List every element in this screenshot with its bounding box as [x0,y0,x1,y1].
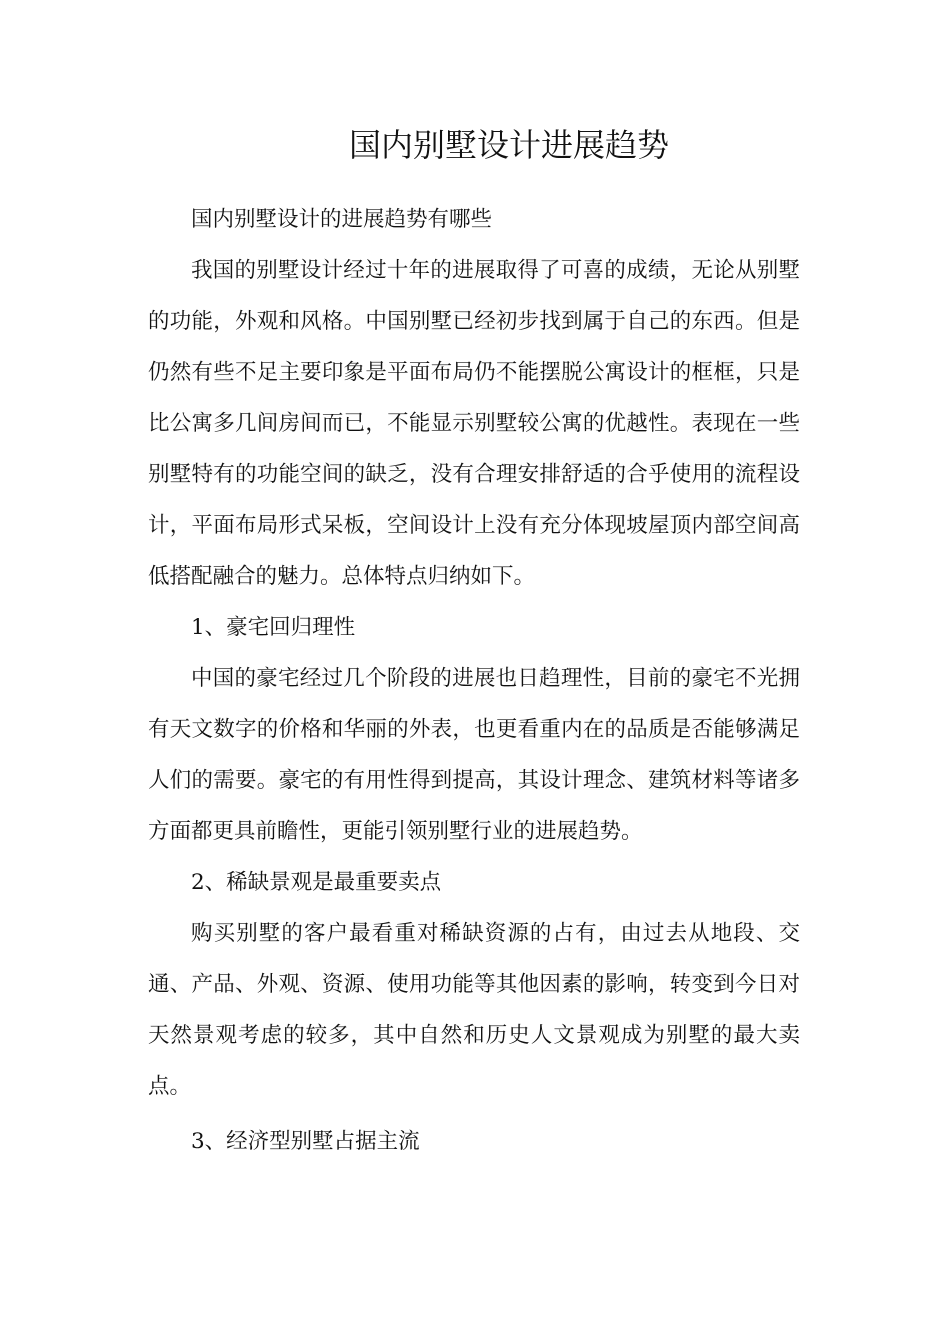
section-heading-1: 1、豪宅回归理性 [191,615,356,640]
section-paragraph-2: 购买别墅的客户最看重对稀缺资源的占有，由过去从地段、交通、产品、外观、资源、使用功能等其他因素的影响，转变到今日对天然景观考虑的较多，其中自然和历史人文景观成为别墅的最大卖点。 [148,921,800,1099]
subtitle: 国内别墅设计的进展趋势有哪些 [191,207,493,232]
document-body [148,194,800,1167]
section-heading-3: 3、经济型别墅占据主流 [191,1129,420,1154]
section-paragraph-1: 中国的豪宅经过几个阶段的进展也日趋理性，目前的豪宅不光拥有天文数字的价格和华丽的外表，也更看重内在的品质是否能够满足人们的需要。豪宅的有用性得到提高，其设计理念、建筑材料等诸多方面都更具前瞻性，更能引领别墅行业的进展趋势。 [148,666,800,844]
intro-paragraph: 我国的别墅设计经过十年的进展取得了可喜的成绩，无论从别墅的功能，外观和风格。中国别墅已经初步找到属于自己的东西。但是仍然有些不足主要印象是平面布局仍不能摆脱公寓设计的框框，只是比公寓多几间房间而已，不能显示别墅较公寓的优越性。表现在一些别墅特有的功能空间的缺乏，没有合理安排舒适的合乎使用的流程设计，平面布局形式呆板，空间设计上没有充分体现坡屋顶内部空间高低搭配融合的魅力。总体特点归纳如下。 [148,258,800,589]
section-heading-2: 2、稀缺景观是最重要卖点 [191,870,442,895]
page-title: 国内别墅设计进展趋势 [348,126,669,164]
